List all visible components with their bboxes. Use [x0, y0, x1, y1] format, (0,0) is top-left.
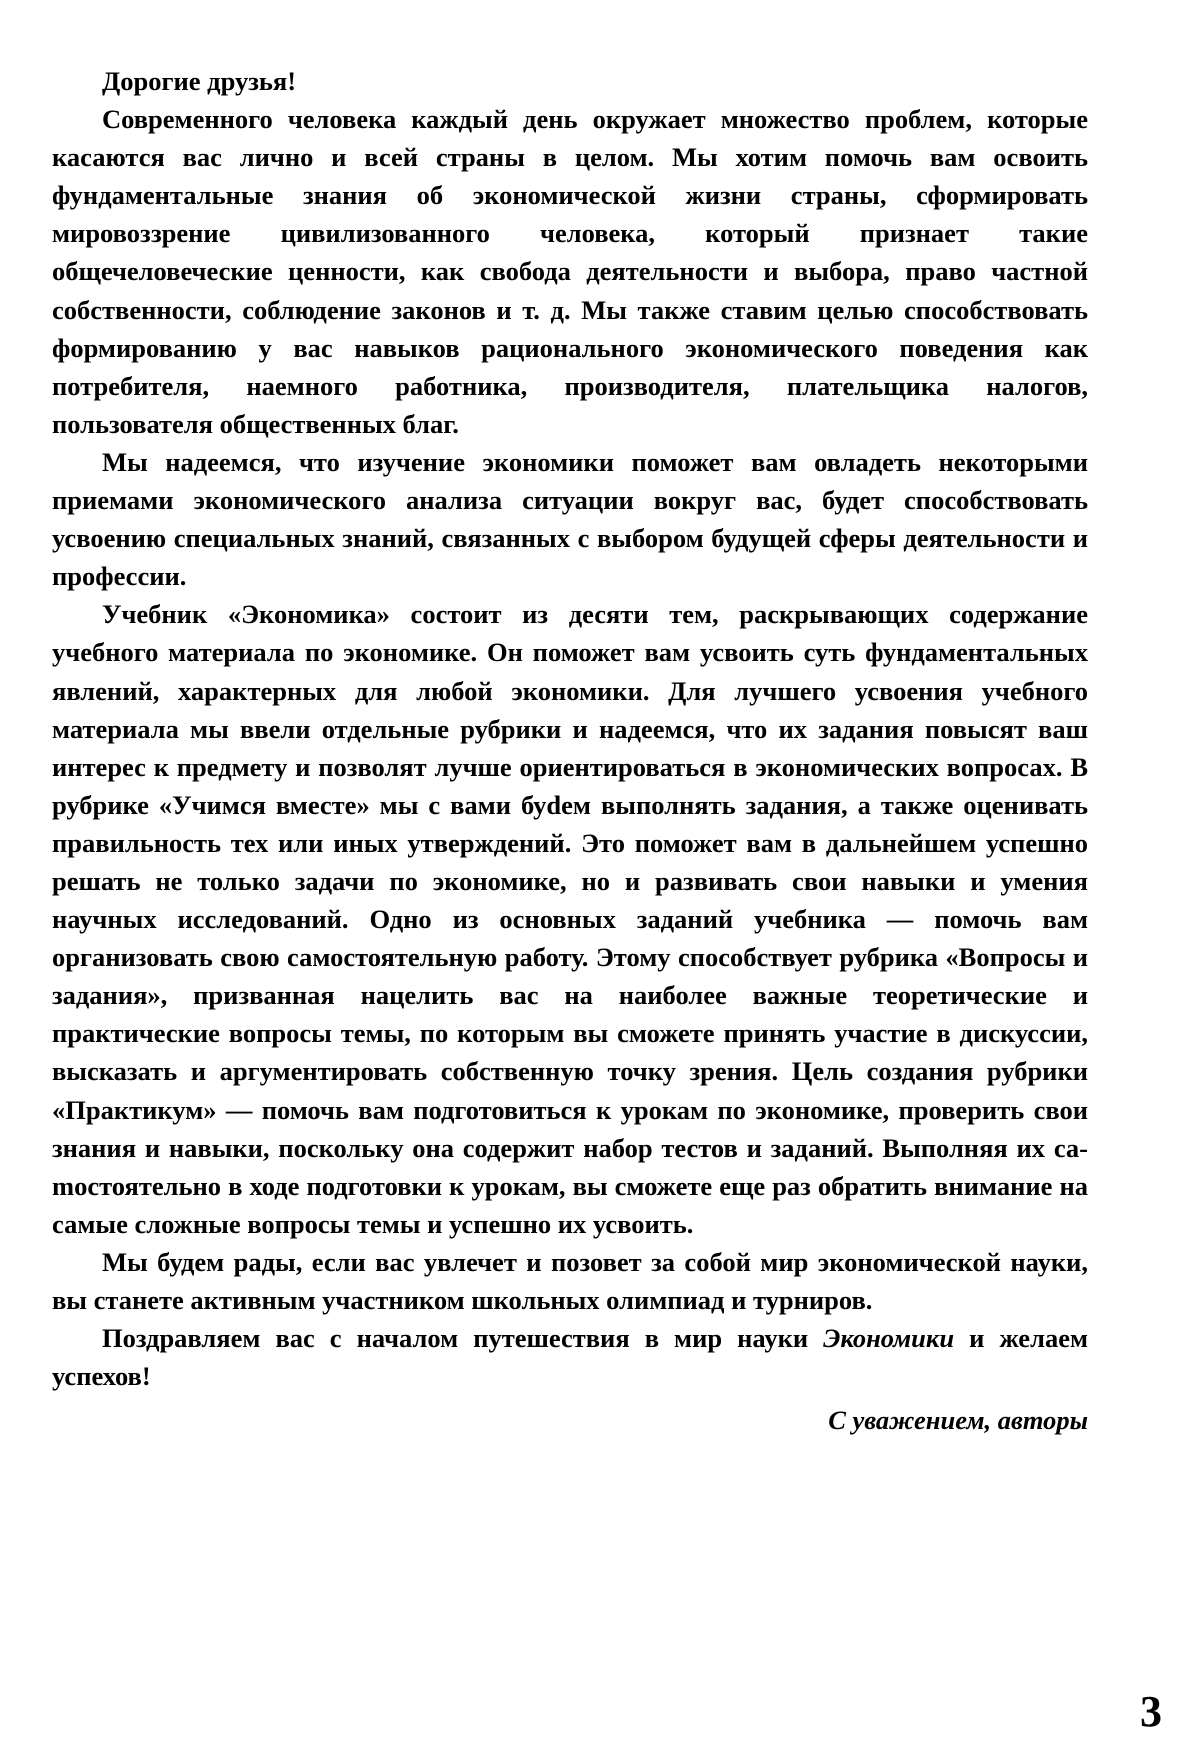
closing-text-start: Поздравляем вас с началом путешествия в мир науки — [102, 1323, 824, 1354]
paragraph-closing — [52, 1319, 1088, 1395]
paragraph-science: Мы будем рады, если вас увлечет и позовет за собой мир экономической науки, вы станете активным участником школьных олимпиад и турниров. — [52, 1246, 1088, 1315]
page-number: 3 — [1140, 1687, 1162, 1736]
closing-text-end: и желаем успехов! — [52, 1323, 1089, 1392]
closing-italic-word: Экономики — [823, 1323, 955, 1354]
document-page — [52, 62, 1088, 1439]
paragraph-intro: Современного человека каждый день окружает множество проблем, которые касаются вас лично и всей страны в целом. Мы хотим помочь вам освоить фундаментальные знания об экономической жизни страны, сформировать мировоззрение цивилизованного человека, который признает такие общечеловеческие ценности, как свобода деятельности и выбора, право частной собственности, соблюдение законов и т. д. Мы также ставим целью способствовать формированию у вас навыков рационального экономического поведения как потребителя, наемного работника, производителя, плательщика налогов, пользователя общественных благ. — [52, 104, 1088, 439]
greeting: Дорогие друзья! — [102, 66, 297, 96]
signature: С уважением, авторы — [828, 1405, 1088, 1436]
paragraph-hope: Мы надеемся, что изучение экономики поможет вам овладеть некоторыми приемами экономического анализа ситуации вокруг вас, будет способствовать усвоению специальных знаний, связанных с выбором будущей сферы деятельности и профессии. — [52, 446, 1088, 592]
paragraph-textbook: Учебник «Экономика» состоит из десяти тем, раскрывающих содержание учебного материала по экономике. Он поможет вам усвоить суть фундаментальных явлений, характерных для любой экономики. Для лучшего усвоения учебного материала мы ввели отдельные рубрики и надеемся, что их задания повысят ваш интерес к предмету и позволят лучше ориентироваться в экономических вопросах. В рубрике «Учимся вместе» мы с вами буdем выполнять задания, а также оценивать правильность тех или иных утверждений. Это поможет вам в дальнейшем успешно решать не только задачи по экономике, но и развивать свои навыки и умения научных исследований. Одно из основных заданий учебника — помочь вам организовать свою самостоятельную работу. Этому способствует рубрика «Вопросы и задания», призванная нацелить вас на наиболее важные теоретические и практические вопросы темы, по которым вы сможете принять участие в дискуссии, высказать и аргументировать собственную точку зрения. Цель создания рубрики «Практикум» — помочь вам подготовиться к урокам по экономике, проверить свои знания и навыки, поскольку она содержит набор тестов и заданий. Выполняя их саmостоятельно в ходе подготовки к урокам, вы сможете еще раз обратить внимание на самые сложные вопросы темы и успешно их усвоить. — [52, 599, 1088, 1239]
